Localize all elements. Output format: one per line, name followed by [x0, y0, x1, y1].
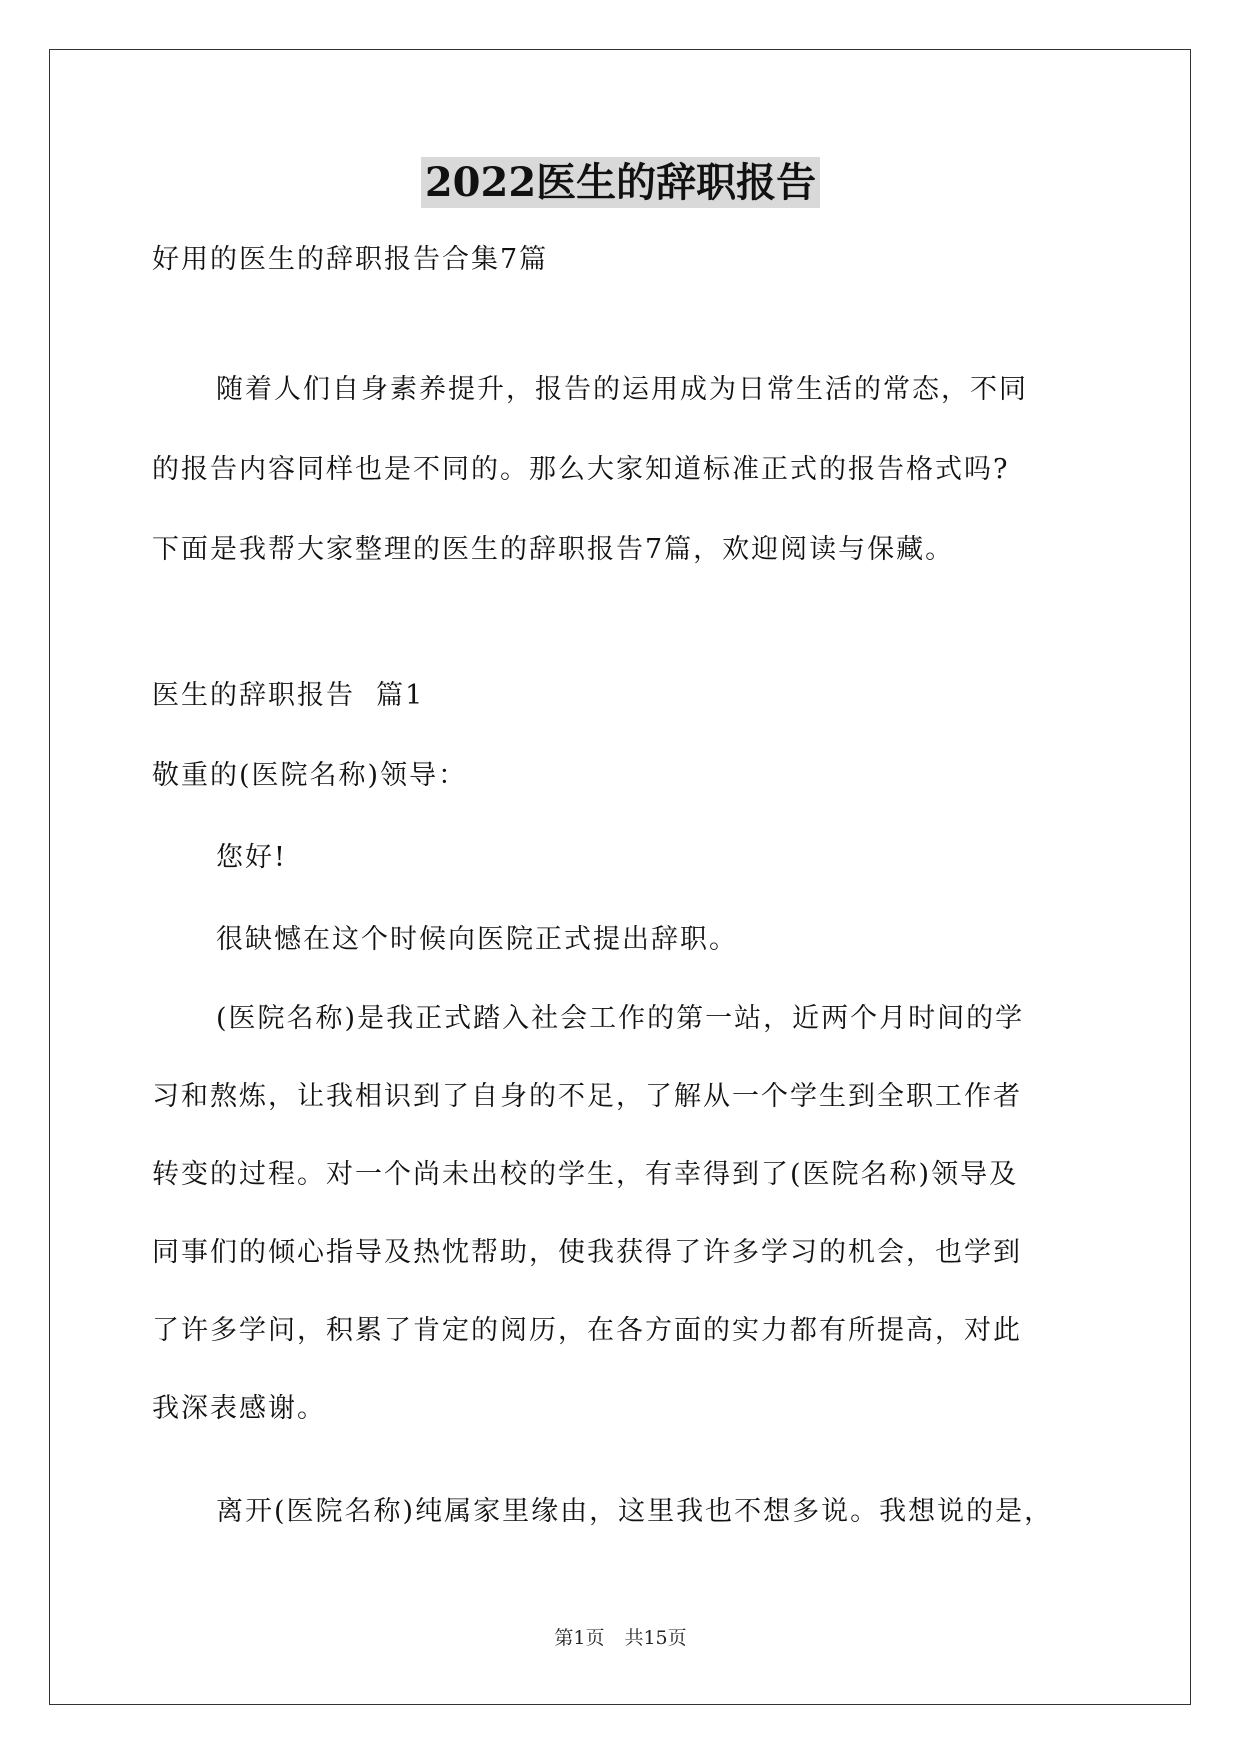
paragraph-line: 我深表感谢。	[152, 1393, 326, 1424]
document-subtitle: 好用的医生的辞职报告合集7篇	[152, 244, 549, 275]
document-title-text: 2022医生的辞职报告	[421, 157, 820, 208]
salutation: 敬重的(医院名称)领导：	[152, 760, 468, 791]
page-total: 共15页	[624, 1627, 687, 1649]
section-heading: 医生的辞职报告 篇1	[152, 680, 425, 711]
paragraph-experience	[152, 980, 1102, 1448]
intro-line: 随着人们自身素养提升，报告的运用成为日常生活的常态，不同	[216, 374, 1028, 405]
paragraph-line: (医院名称)是我正式踏入社会工作的第一站，近两个月时间的学	[216, 1003, 1025, 1034]
page-footer	[0, 1625, 1241, 1651]
intro-line: 的报告内容同样也是不同的。那么大家知道标准正式的报告格式吗?	[152, 454, 1010, 485]
page-number: 第1页	[554, 1627, 605, 1649]
paragraph-line: 了许多学问，积累了肯定的阅历，在各方面的实力都有所提高，对此	[152, 1315, 1022, 1346]
document-title	[0, 155, 1241, 211]
paragraph-reason: 离开(医院名称)纯属家里缘由，这里我也不想多说。我想说的是，	[216, 1496, 1054, 1527]
intro-line: 下面是我帮大家整理的医生的辞职报告7篇，欢迎阅读与保藏。	[152, 534, 955, 565]
paragraph-resignation: 很缺憾在这个时候向医院正式提出辞职。	[216, 924, 738, 955]
greeting: 您好!	[216, 842, 287, 873]
paragraph-line: 转变的过程。对一个尚未出校的学生，有幸得到了(医院名称)领导及	[152, 1159, 1019, 1190]
paragraph-line: 同事们的倾心指导及热忱帮助，使我获得了许多学习的机会，也学到	[152, 1237, 1022, 1268]
intro-paragraph	[152, 350, 1102, 590]
paragraph-line: 习和熬炼，让我相识到了自身的不足，了解从一个学生到全职工作者	[152, 1081, 1022, 1112]
